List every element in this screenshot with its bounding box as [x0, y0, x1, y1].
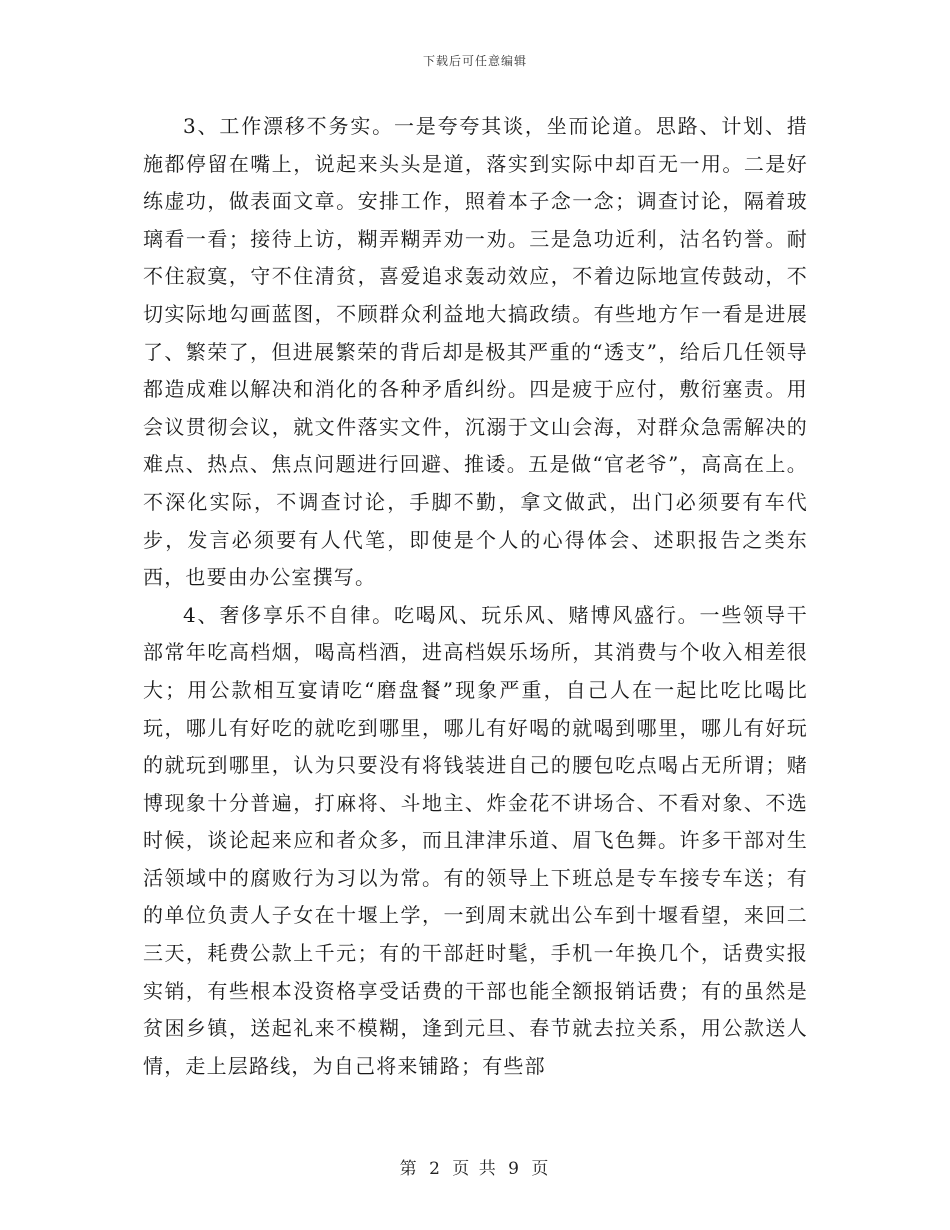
total-pages-number: 9 [508, 1159, 521, 1179]
paragraph-item-3: 3、工作漂移不务实。一是夸夸其谈，坐而论道。思路、计划、措施都停留在嘴上，说起来头头是道，落实到实际中却百无一用。二是好练虚功，做表面文章。安排工作，照着本子念一念；调查讨论，隔着玻璃看一看；接待上访，糊弄糊弄劝一劝。三是急功近利，沽名钓誉。耐不住寂寞，守不住清贫，喜爱追求轰动效应，不着边际地宣传鼓动，不切实际地勾画蓝图，不顾群众利益地大搞政绩。有些地方乍一看是进展了、繁荣了，但进展繁荣的背后却是极其严重的“透支”，给后几任领导都造成难以解决和消化的各种矛盾纠纷。四是疲于应付，敷衍塞责。用会议贯彻会议，就文件落实文件，沉溺于文山会海，对群众急需解决的难点、热点、焦点问题进行回避、推诿。五是做“官老爷”，高高在上。不深化实际，不调查讨论，手脚不勤，拿文做武，出门必须要有车代步，发言必须要有人代笔，即使是个人的心得体会、述职报告之类东西，也要由办公室撰写。 [143, 114, 808, 590]
paragraph-item-4: 4、奢侈享乐不自律。吃喝风、玩乐风、赌博风盛行。一些领导干部常年吃高档烟，喝高档酒，进高档娱乐场所，其消费与个收入相差很大；用公款相互宴请吃“磨盘餐”现象严重，自己人在一起比吃比喝比玩，哪儿有好吃的就吃到哪里，哪儿有好喝的就喝到哪里，哪儿有好玩的就玩到哪里，认为只要没有将钱装进自己的腰包吃点喝占无所谓；赌博现象十分普遍，打麻将、斗地主、炸金花不讲场合、不看对象、不选时候，谈论起来应和者众多，而且津津乐道、眉飞色舞。许多干部对生活领域中的腐败行为习以为常。有的领导上下班总是专车接专车送；有的单位负责人子女在十堰上学，一到周末就出公车到十堰看望，来回二三天，耗费公款上千元；有的干部赶时髦，手机一年换几个，话费实报实销，有些根本没资格享受话费的干部也能全额报销话费；有的虽然是贫困乡镇，送起礼来不模糊，逢到元旦、春节就去拉关系，用公款送人情，走上层路线，为自己将来铺路；有些部 [143, 602, 808, 1078]
footer-suffix: 页 [531, 1159, 551, 1179]
footer-middle: 页 共 [452, 1159, 498, 1179]
page-footer [0, 1154, 950, 1179]
page-header: 下载后可任意编辑 [422, 54, 527, 68]
document-body [143, 108, 808, 1085]
current-page-number: 2 [429, 1159, 442, 1179]
footer-prefix: 第 [399, 1159, 419, 1179]
